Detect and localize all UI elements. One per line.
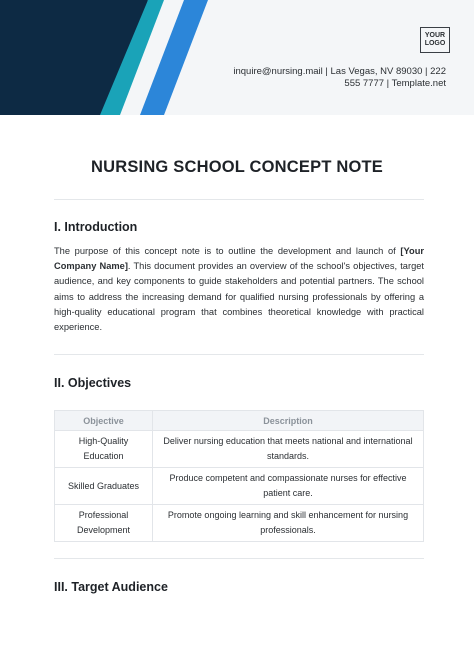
header-graphic	[0, 0, 474, 115]
objective-cell: Professional Development	[55, 505, 153, 542]
objective-cell: Skilled Graduates	[55, 468, 153, 505]
column-header-description: Description	[153, 411, 424, 431]
objective-cell: High-Quality Education	[55, 431, 153, 468]
description-cell: Promote ongoing learning and skill enhancement for nursing professionals.	[153, 505, 424, 542]
divider	[54, 199, 424, 200]
table-header-row	[55, 411, 424, 431]
divider	[54, 354, 424, 355]
description-cell: Produce competent and compassionate nurses for effective patient care.	[153, 468, 424, 505]
table-row	[55, 431, 424, 468]
logo-line-1: YOUR	[424, 32, 446, 39]
objectives-table	[54, 410, 424, 542]
logo-line-2: LOGO	[424, 40, 446, 47]
objectives-heading: II. Objectives	[54, 376, 132, 390]
description-cell: Deliver nursing education that meets national and international standards.	[153, 431, 424, 468]
contact-line-2: 555 7777 | Template.net	[344, 78, 446, 89]
company-logo	[420, 27, 450, 53]
contact-info	[216, 66, 446, 90]
table-row	[55, 468, 424, 505]
header-banner	[0, 0, 474, 115]
intro-text-before: The purpose of this concept note is to outline the development and launch of	[54, 246, 401, 256]
document-title: NURSING SCHOOL CONCEPT NOTE	[90, 158, 384, 176]
company-name-placeholder: [Your Company Name]	[54, 246, 424, 272]
contact-line-1: inquire@nursing.mail | Las Vegas, NV 89030 | 222	[233, 66, 446, 77]
divider	[54, 558, 424, 559]
target-audience-heading: III. Target Audience	[54, 580, 168, 594]
column-header-objective: Objective	[55, 411, 153, 431]
intro-text-after: . This document provides an overview of the school's objectives, target audience, and key components to guide stakeholders and potential partners. The school aims to address the increasing demand for qualified nursing professionals by offering a high-quality educational program that combines theoretical knowledge with practical experience.	[54, 261, 424, 333]
table-row	[55, 505, 424, 542]
introduction-heading: I. Introduction	[54, 220, 138, 234]
introduction-paragraph	[54, 244, 424, 335]
